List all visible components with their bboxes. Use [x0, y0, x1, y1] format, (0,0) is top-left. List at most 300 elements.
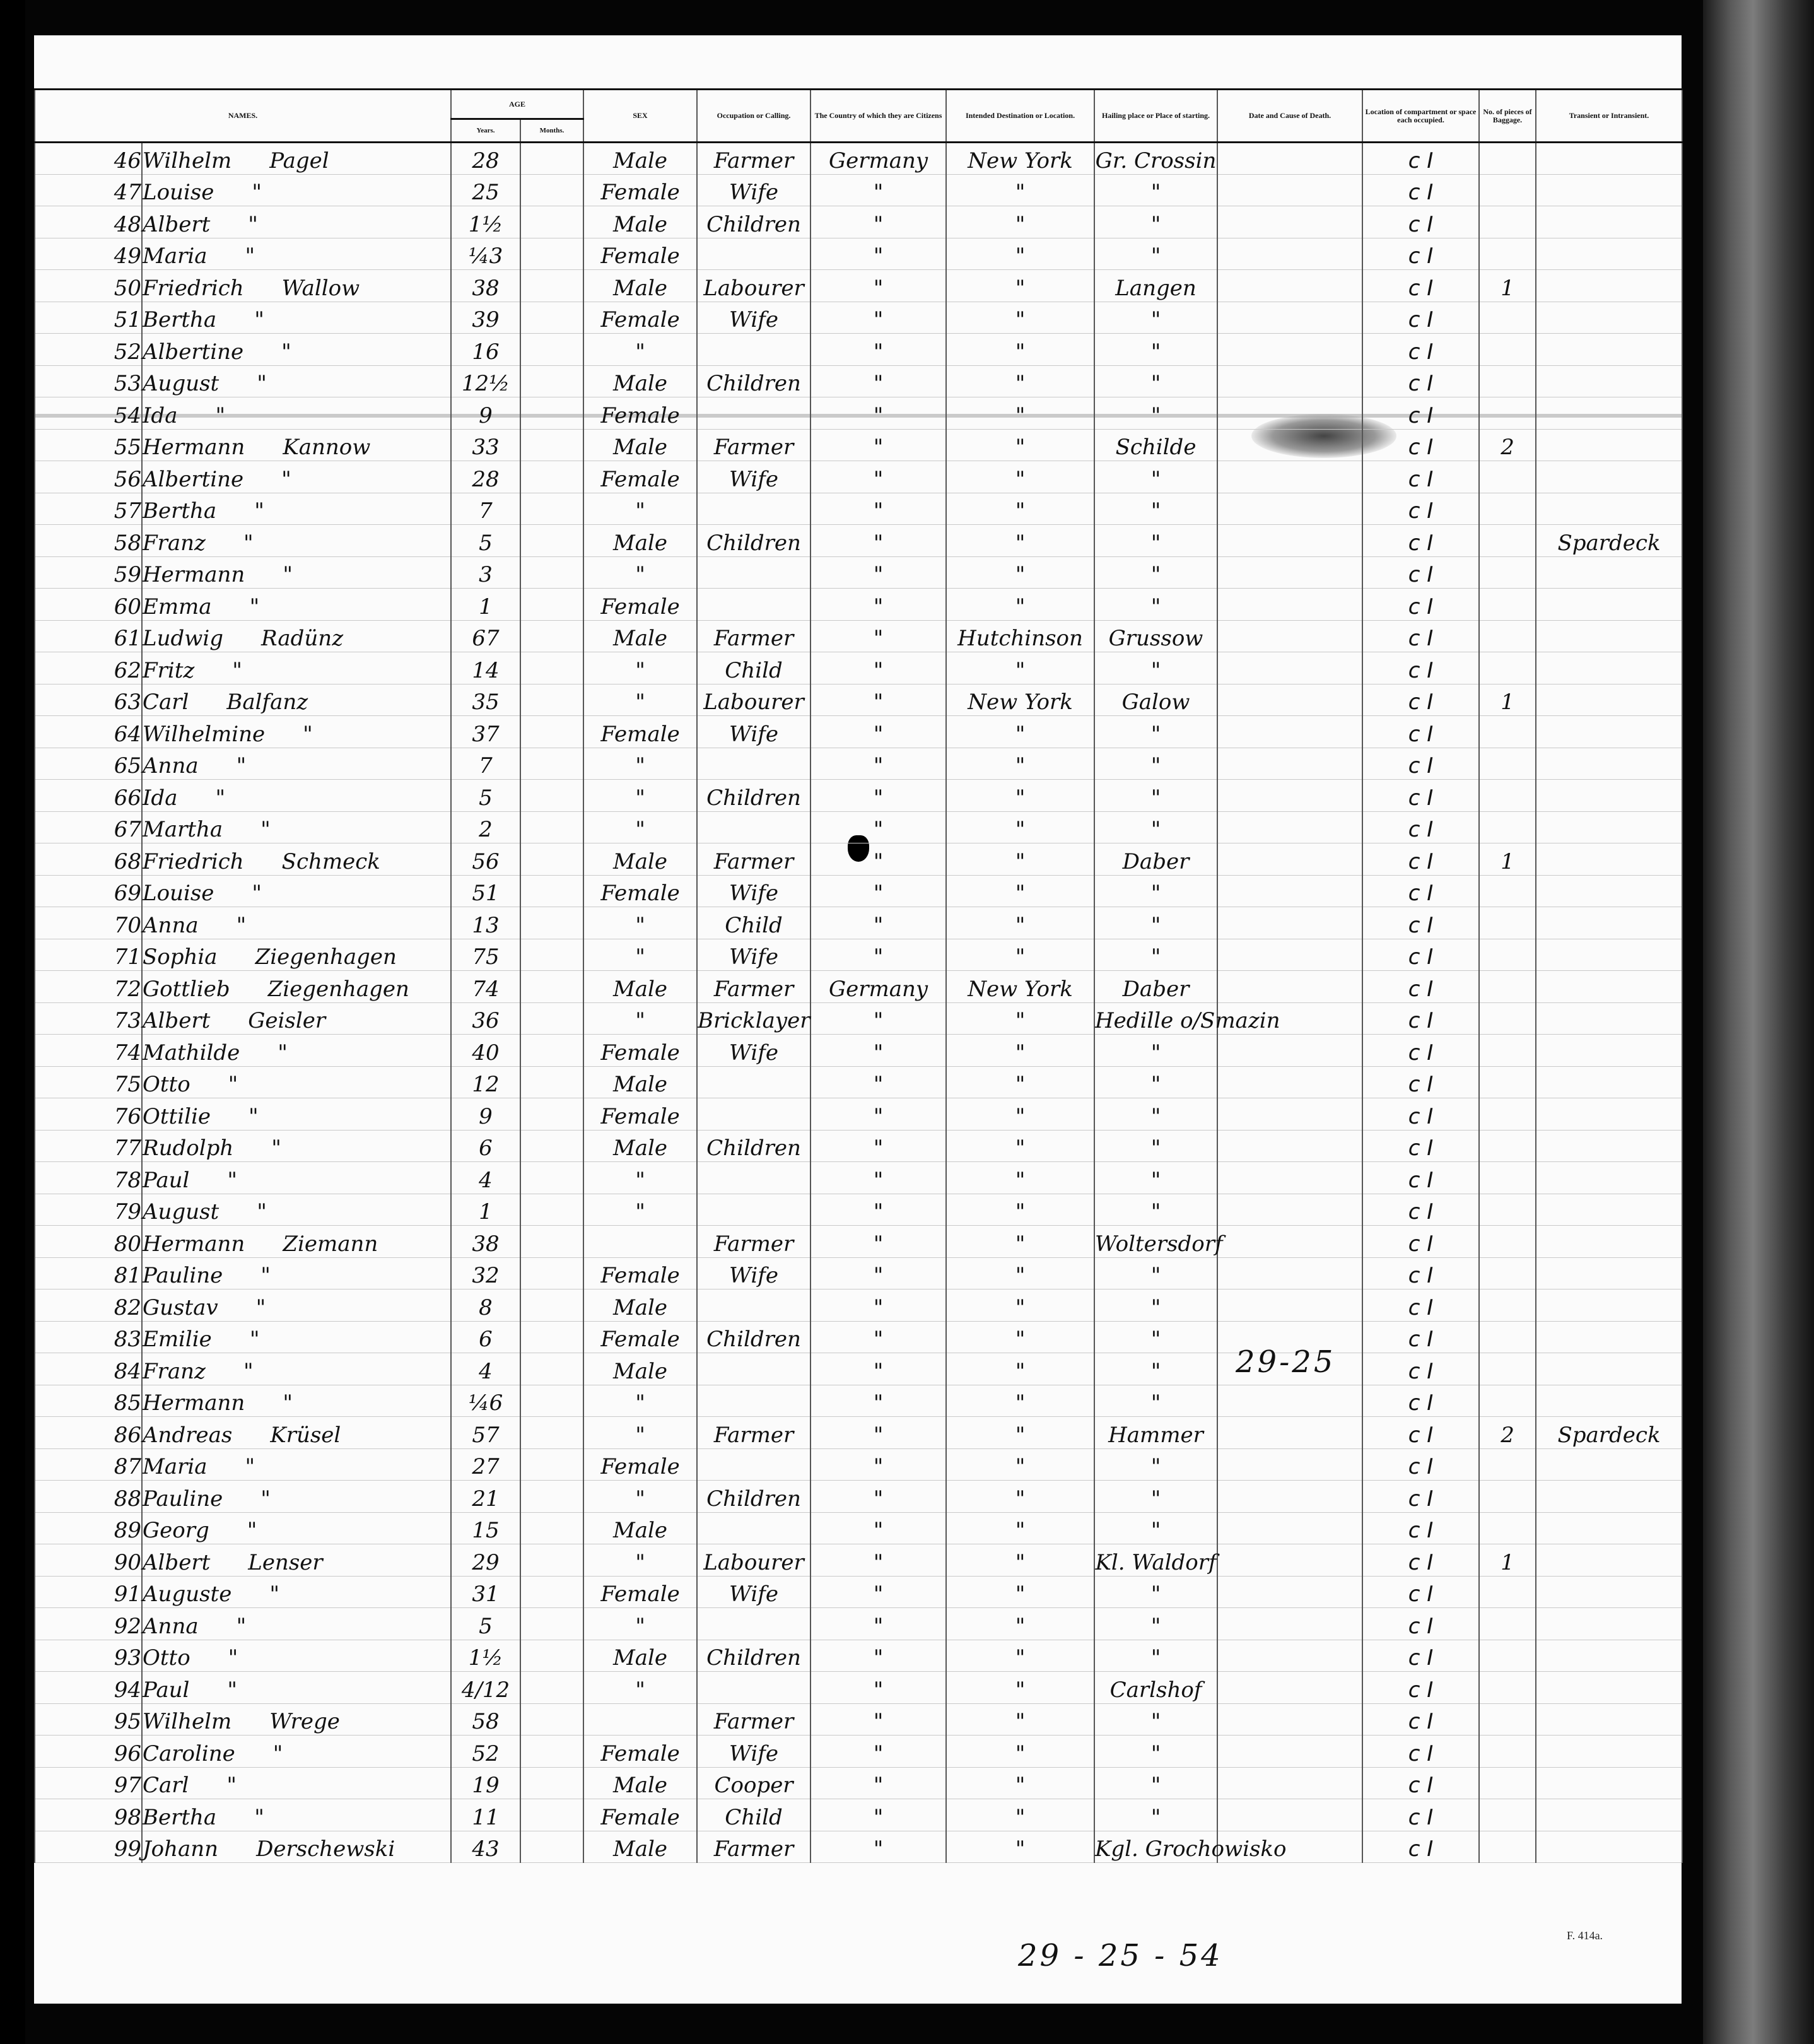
sex: Male — [583, 206, 697, 238]
row-number: 94 — [35, 1672, 142, 1704]
death-cause — [1217, 270, 1362, 302]
country: " — [810, 1098, 946, 1131]
age-years: 11 — [451, 1799, 520, 1831]
country: Germany — [810, 143, 946, 175]
given-name — [142, 1799, 451, 1831]
age-years: 32 — [451, 1257, 520, 1289]
given-name — [142, 1576, 451, 1608]
destination: New York — [946, 971, 1094, 1003]
country: " — [810, 843, 946, 876]
sex: Female — [583, 461, 697, 493]
sex: Female — [583, 174, 697, 206]
death-cause — [1217, 1640, 1362, 1672]
surname: " — [255, 1295, 266, 1320]
table-row — [35, 1194, 1682, 1226]
occupation — [697, 1608, 810, 1640]
transient-status — [1536, 1098, 1682, 1131]
hailing-place: " — [1094, 1385, 1217, 1417]
surname: " — [243, 1358, 254, 1384]
given-name — [142, 238, 451, 270]
hailing-place: " — [1094, 652, 1217, 684]
occupation: Children — [697, 1321, 810, 1353]
transient-status — [1536, 1767, 1682, 1799]
given-name — [142, 1544, 451, 1577]
surname: " — [245, 1454, 255, 1479]
sex: Female — [583, 875, 697, 907]
table-row — [35, 365, 1682, 397]
hailing-place: " — [1094, 1703, 1217, 1736]
country: " — [810, 397, 946, 430]
given-name-text: Hermann — [143, 435, 245, 460]
destination: " — [946, 206, 1094, 238]
compartment-location: c I — [1362, 334, 1479, 366]
age-months — [520, 1512, 583, 1544]
given-name — [142, 971, 451, 1003]
compartment-location: c I — [1362, 1448, 1479, 1481]
surname: Wallow — [281, 275, 360, 301]
occupation: Wife — [697, 1257, 810, 1289]
compartment-location: c I — [1362, 811, 1479, 843]
hailing-place: " — [1094, 493, 1217, 525]
table-row — [35, 302, 1682, 334]
destination: " — [946, 525, 1094, 557]
table-row — [35, 143, 1682, 175]
surname: Ziegenhagen — [267, 976, 409, 1002]
age-years: 35 — [451, 684, 520, 716]
given-name — [142, 1672, 451, 1704]
given-name — [142, 1767, 451, 1799]
given-name — [142, 1736, 451, 1768]
occupation: Farmer — [697, 971, 810, 1003]
compartment-location: c I — [1362, 1417, 1479, 1449]
given-name-text: Bertha — [143, 307, 217, 332]
surname: " — [281, 339, 291, 365]
given-name — [142, 1417, 451, 1449]
age-months — [520, 1130, 583, 1162]
given-name-text: Albertine — [143, 466, 244, 492]
compartment-location: c I — [1362, 1162, 1479, 1194]
baggage-count — [1479, 1831, 1536, 1863]
manifest-page — [34, 35, 1682, 2004]
given-name-text: Hermann — [143, 1390, 245, 1416]
destination: " — [946, 1321, 1094, 1353]
destination: " — [946, 811, 1094, 843]
hailing-place: " — [1094, 525, 1217, 557]
header-sex: SEX — [583, 90, 697, 143]
table-row — [35, 1353, 1682, 1385]
baggage-count: 1 — [1479, 843, 1536, 876]
destination: " — [946, 1289, 1094, 1322]
row-number: 98 — [35, 1799, 142, 1831]
sex: " — [583, 780, 697, 812]
given-name-text: Albert — [143, 1549, 211, 1575]
row-number: 86 — [35, 1417, 142, 1449]
compartment-location: c I — [1362, 1640, 1479, 1672]
given-name-text: Gottlieb — [143, 976, 230, 1002]
given-name-text: Pauline — [143, 1486, 223, 1512]
given-name-text: Anna — [143, 1613, 199, 1639]
row-number: 67 — [35, 811, 142, 843]
occupation — [697, 1672, 810, 1704]
header-transient: Transient or Intransient. — [1536, 90, 1682, 143]
compartment-location: c I — [1362, 1608, 1479, 1640]
sex: " — [583, 1385, 697, 1417]
country: " — [810, 1162, 946, 1194]
age-months — [520, 270, 583, 302]
country: " — [810, 1448, 946, 1481]
age-years: 52 — [451, 1736, 520, 1768]
sex: " — [583, 1162, 697, 1194]
destination: " — [946, 1544, 1094, 1577]
death-cause — [1217, 748, 1362, 780]
death-cause — [1217, 1481, 1362, 1513]
table-row — [35, 1512, 1682, 1544]
destination: " — [946, 748, 1094, 780]
baggage-count — [1479, 1321, 1536, 1353]
manifest-body — [35, 143, 1682, 1863]
given-name-text: Anna — [143, 912, 199, 938]
compartment-location: c I — [1362, 429, 1479, 461]
given-name — [142, 1098, 451, 1131]
given-name — [142, 1066, 451, 1098]
compartment-location: c I — [1362, 1035, 1479, 1067]
sex: " — [583, 556, 697, 589]
occupation: Wife — [697, 1035, 810, 1067]
surname: Kannow — [283, 435, 371, 460]
compartment-location: c I — [1362, 971, 1479, 1003]
compartment-location: c I — [1362, 525, 1479, 557]
row-number: 92 — [35, 1608, 142, 1640]
table-row — [35, 1481, 1682, 1513]
transient-status — [1536, 620, 1682, 652]
given-name-text: Friedrich — [143, 275, 244, 301]
hailing-place: " — [1094, 397, 1217, 430]
surname: " — [260, 1486, 271, 1512]
given-name-text: Franz — [143, 530, 206, 556]
death-cause — [1217, 1544, 1362, 1577]
hailing-place: " — [1094, 238, 1217, 270]
baggage-count — [1479, 1703, 1536, 1736]
sex: Male — [583, 1831, 697, 1863]
baggage-count — [1479, 1799, 1536, 1831]
row-number: 64 — [35, 716, 142, 748]
transient-status — [1536, 1512, 1682, 1544]
given-name-text: Gustav — [143, 1295, 218, 1320]
death-cause — [1217, 716, 1362, 748]
destination: " — [946, 843, 1094, 876]
country: " — [810, 334, 946, 366]
hailing-place: " — [1094, 206, 1217, 238]
transient-status — [1536, 1608, 1682, 1640]
country: " — [810, 1002, 946, 1035]
baggage-count — [1479, 1608, 1536, 1640]
given-name-text: Caroline — [143, 1741, 235, 1766]
table-row — [35, 843, 1682, 876]
transient-status — [1536, 238, 1682, 270]
sex: Female — [583, 1736, 697, 1768]
transient-status — [1536, 429, 1682, 461]
compartment-location: c I — [1362, 270, 1479, 302]
destination: New York — [946, 684, 1094, 716]
given-name-text: Wilhelmine — [143, 721, 266, 747]
hailing-place: " — [1094, 334, 1217, 366]
hailing-place: " — [1094, 556, 1217, 589]
surname: " — [303, 721, 313, 747]
transient-status: Spardeck — [1536, 1417, 1682, 1449]
death-cause — [1217, 971, 1362, 1003]
sex: Female — [583, 1799, 697, 1831]
table-row — [35, 1321, 1682, 1353]
occupation: Farmer — [697, 429, 810, 461]
given-name-text: Carl — [143, 690, 189, 715]
surname: " — [272, 1741, 283, 1766]
death-cause — [1217, 1098, 1362, 1131]
death-cause — [1217, 939, 1362, 971]
given-name-text: Mathilde — [143, 1040, 240, 1066]
compartment-location: c I — [1362, 1481, 1479, 1513]
transient-status — [1536, 1448, 1682, 1481]
row-number: 77 — [35, 1130, 142, 1162]
row-number: 80 — [35, 1226, 142, 1258]
age-years: 5 — [451, 1608, 520, 1640]
surname: Lenser — [248, 1549, 323, 1575]
age-months — [520, 1417, 583, 1449]
compartment-location: c I — [1362, 397, 1479, 430]
given-name — [142, 748, 451, 780]
baggage-count — [1479, 1002, 1536, 1035]
country: " — [810, 525, 946, 557]
occupation: Farmer — [697, 1226, 810, 1258]
age-months — [520, 525, 583, 557]
death-cause — [1217, 334, 1362, 366]
country: " — [810, 1831, 946, 1863]
sex: Male — [583, 429, 697, 461]
passenger-manifest-table — [34, 88, 1683, 1863]
table-row — [35, 1544, 1682, 1577]
sex: Female — [583, 716, 697, 748]
hailing-place: Daber — [1094, 971, 1217, 1003]
header-destination: Intended Destination or Location. — [946, 90, 1094, 143]
hailing-place: Kl. Waldorf — [1094, 1544, 1217, 1577]
surname: " — [248, 211, 258, 237]
given-name-text: Auguste — [143, 1582, 232, 1607]
surname: " — [236, 1613, 247, 1639]
age-years: 5 — [451, 525, 520, 557]
occupation: Bricklayer — [697, 1002, 810, 1035]
given-name-text: August — [143, 1199, 219, 1225]
surname: " — [228, 1072, 238, 1097]
death-cause — [1217, 429, 1362, 461]
given-name — [142, 429, 451, 461]
compartment-location: c I — [1362, 652, 1479, 684]
country: " — [810, 716, 946, 748]
baggage-count — [1479, 652, 1536, 684]
occupation: Children — [697, 525, 810, 557]
given-name — [142, 1831, 451, 1863]
table-row — [35, 1576, 1682, 1608]
occupation: Farmer — [697, 1703, 810, 1736]
age-years: 2 — [451, 811, 520, 843]
row-number: 48 — [35, 206, 142, 238]
row-number: 58 — [35, 525, 142, 557]
row-number: 78 — [35, 1162, 142, 1194]
header-occupation: Occupation or Calling. — [697, 90, 810, 143]
destination: " — [946, 716, 1094, 748]
age-months — [520, 238, 583, 270]
age-months — [520, 875, 583, 907]
baggage-count — [1479, 461, 1536, 493]
given-name — [142, 716, 451, 748]
age-months — [520, 143, 583, 175]
age-years: 28 — [451, 461, 520, 493]
given-name — [142, 1448, 451, 1481]
given-name — [142, 1002, 451, 1035]
occupation: Wife — [697, 461, 810, 493]
transient-status — [1536, 652, 1682, 684]
given-name — [142, 684, 451, 716]
transient-status — [1536, 174, 1682, 206]
occupation: Children — [697, 1130, 810, 1162]
given-name — [142, 1035, 451, 1067]
header-death: Date and Cause of Death. — [1217, 90, 1362, 143]
country: " — [810, 365, 946, 397]
occupation — [697, 1353, 810, 1385]
compartment-location: c I — [1362, 748, 1479, 780]
surname: " — [243, 530, 254, 556]
given-name-text: Maria — [143, 1454, 208, 1479]
age-years: 43 — [451, 1831, 520, 1863]
country: " — [810, 1417, 946, 1449]
compartment-location: c I — [1362, 843, 1479, 876]
hailing-place: " — [1094, 1736, 1217, 1768]
transient-status — [1536, 1002, 1682, 1035]
compartment-location: c I — [1362, 1257, 1479, 1289]
death-cause — [1217, 1512, 1362, 1544]
given-name-text: Emilie — [143, 1327, 212, 1352]
hailing-place: " — [1094, 1767, 1217, 1799]
destination: " — [946, 365, 1094, 397]
hailing-place: " — [1094, 1098, 1217, 1131]
transient-status — [1536, 1066, 1682, 1098]
age-months — [520, 1448, 583, 1481]
age-years: 12 — [451, 1066, 520, 1098]
table-row — [35, 1066, 1682, 1098]
sex: " — [583, 1481, 697, 1513]
age-months — [520, 556, 583, 589]
given-name-text: Franz — [143, 1358, 206, 1384]
transient-status — [1536, 716, 1682, 748]
hailing-place: " — [1094, 716, 1217, 748]
row-number: 83 — [35, 1321, 142, 1353]
age-years: 37 — [451, 716, 520, 748]
transient-status — [1536, 1703, 1682, 1736]
given-name-text: Ida — [143, 402, 178, 428]
baggage-count — [1479, 174, 1536, 206]
row-number: 93 — [35, 1640, 142, 1672]
hailing-place: " — [1094, 811, 1217, 843]
baggage-count — [1479, 1576, 1536, 1608]
table-row — [35, 1799, 1682, 1831]
age-years: 74 — [451, 971, 520, 1003]
given-name-text: Hermann — [143, 1231, 245, 1257]
given-name-text: Anna — [143, 753, 199, 778]
occupation: Wife — [697, 1576, 810, 1608]
given-name — [142, 1608, 451, 1640]
transient-status: Spardeck — [1536, 525, 1682, 557]
age-months — [520, 1544, 583, 1577]
header-months: Months. — [520, 119, 583, 143]
sex: " — [583, 1194, 697, 1226]
occupation — [697, 397, 810, 430]
destination: " — [946, 1512, 1094, 1544]
country: " — [810, 811, 946, 843]
table-row — [35, 652, 1682, 684]
age-years: 36 — [451, 1002, 520, 1035]
occupation: Wife — [697, 174, 810, 206]
age-years: 3 — [451, 556, 520, 589]
surname: " — [260, 817, 271, 842]
baggage-count — [1479, 1512, 1536, 1544]
given-name — [142, 939, 451, 971]
age-months — [520, 716, 583, 748]
occupation: Farmer — [697, 1831, 810, 1863]
country: Germany — [810, 971, 946, 1003]
given-name-text: Hermann — [143, 562, 245, 587]
transient-status — [1536, 1672, 1682, 1704]
surname: " — [245, 244, 255, 269]
sex — [583, 1226, 697, 1258]
death-cause — [1217, 1608, 1362, 1640]
country: " — [810, 1194, 946, 1226]
transient-status — [1536, 971, 1682, 1003]
death-cause — [1217, 1736, 1362, 1768]
table-row — [35, 334, 1682, 366]
country: " — [810, 206, 946, 238]
surname: " — [232, 657, 242, 683]
age-months — [520, 1385, 583, 1417]
sex: " — [583, 652, 697, 684]
given-name — [142, 1162, 451, 1194]
surname: Balfanz — [226, 690, 308, 715]
occupation: Children — [697, 365, 810, 397]
given-name-text: Albertine — [143, 339, 244, 365]
destination: " — [946, 1831, 1094, 1863]
row-number: 73 — [35, 1002, 142, 1035]
age-years: 1 — [451, 589, 520, 621]
given-name-text: Andreas — [143, 1422, 233, 1448]
given-name — [142, 174, 451, 206]
hailing-place: " — [1094, 1066, 1217, 1098]
transient-status — [1536, 1640, 1682, 1672]
surname: " — [271, 1136, 281, 1161]
age-months — [520, 939, 583, 971]
age-months — [520, 1736, 583, 1768]
baggage-count — [1479, 143, 1536, 175]
age-years: 1 — [451, 1194, 520, 1226]
age-years: 9 — [451, 397, 520, 430]
destination: " — [946, 1385, 1094, 1417]
baggage-count — [1479, 780, 1536, 812]
sex: " — [583, 811, 697, 843]
row-number: 87 — [35, 1448, 142, 1481]
occupation — [697, 1162, 810, 1194]
age-years: 51 — [451, 875, 520, 907]
surname: Schmeck — [281, 849, 380, 874]
table-row — [35, 174, 1682, 206]
row-number: 91 — [35, 1576, 142, 1608]
transient-status — [1536, 365, 1682, 397]
destination: " — [946, 1162, 1094, 1194]
